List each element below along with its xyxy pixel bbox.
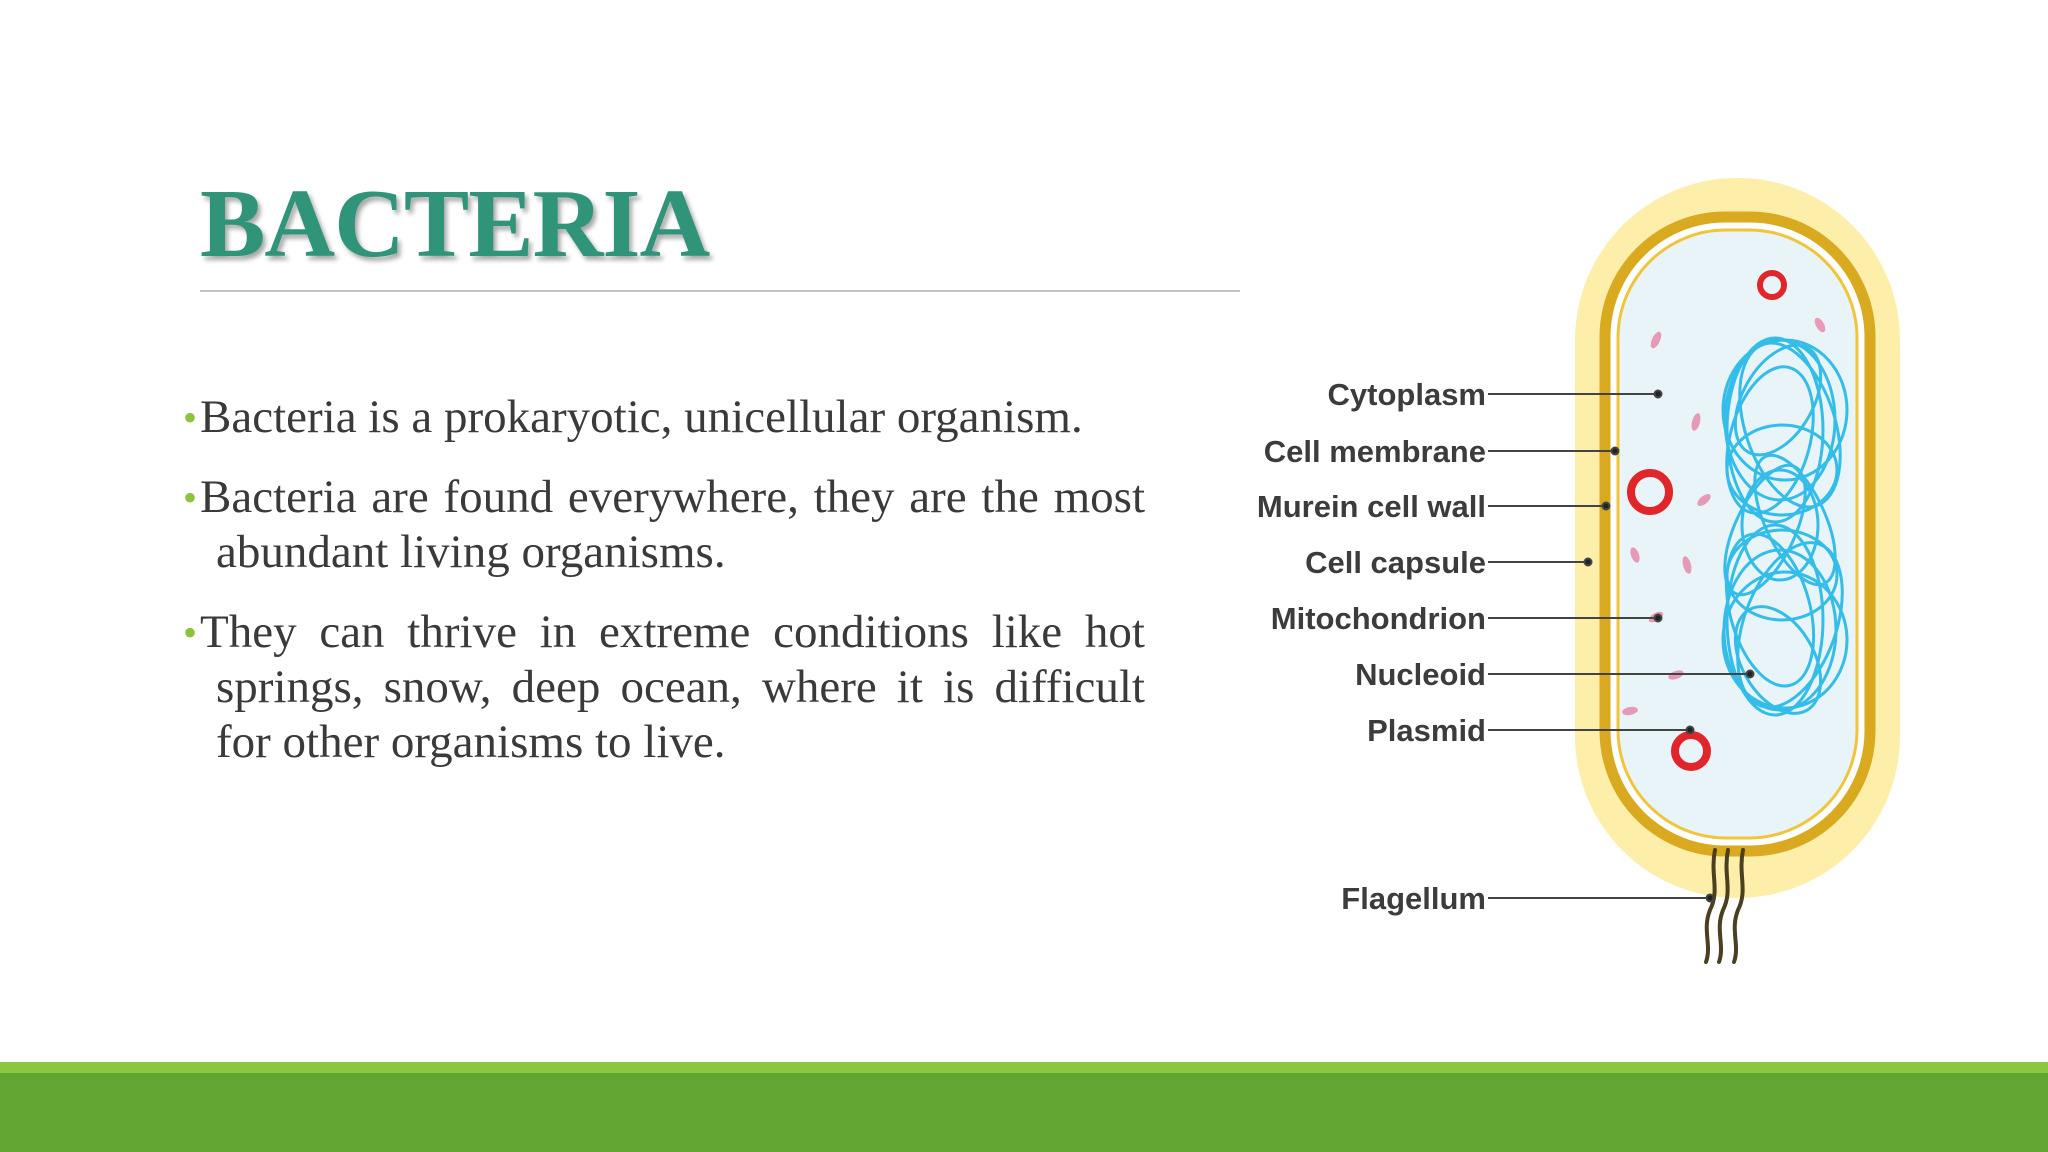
bullet-marker-icon: • [183,395,198,440]
label-murein-cell-wall: Murein cell wall [1256,489,1486,524]
label-plasmid: Plasmid [1367,713,1486,748]
title-divider [200,290,1240,292]
label-cytoplasm: Cytoplasm [1327,377,1486,412]
label-nucleoid: Nucleoid [1355,657,1486,692]
bullet-text: They can thrive in extreme conditions like hot springs, snow, deep ocean, where it is difficult for other organisms to live. [200,606,1145,768]
bullet-marker-icon: • [183,610,198,655]
bullet-marker-icon: • [183,475,198,520]
bullet-item [183,605,1145,770]
bullet-item [183,470,1145,580]
bullet-item [183,390,1145,445]
label-mitochondrion: Mitochondrion [1270,601,1486,636]
footer-bar-light [0,1062,2048,1073]
label-flagellum: Flagellum [1341,881,1486,916]
bacteria-cell-diagram [1250,170,2010,970]
label-cell-membrane: Cell membrane [1263,434,1486,469]
footer-bar-dark [0,1073,2048,1152]
bullet-list [183,390,1145,795]
bullet-text: Bacteria are found everywhere, they are the most abundant living organisms. [200,471,1145,578]
label-cell-capsule: Cell capsule [1305,545,1486,580]
bullet-text: Bacteria is a prokaryotic, unicellular organism. [200,391,1083,443]
slide-title: BACTERIA [200,170,710,278]
